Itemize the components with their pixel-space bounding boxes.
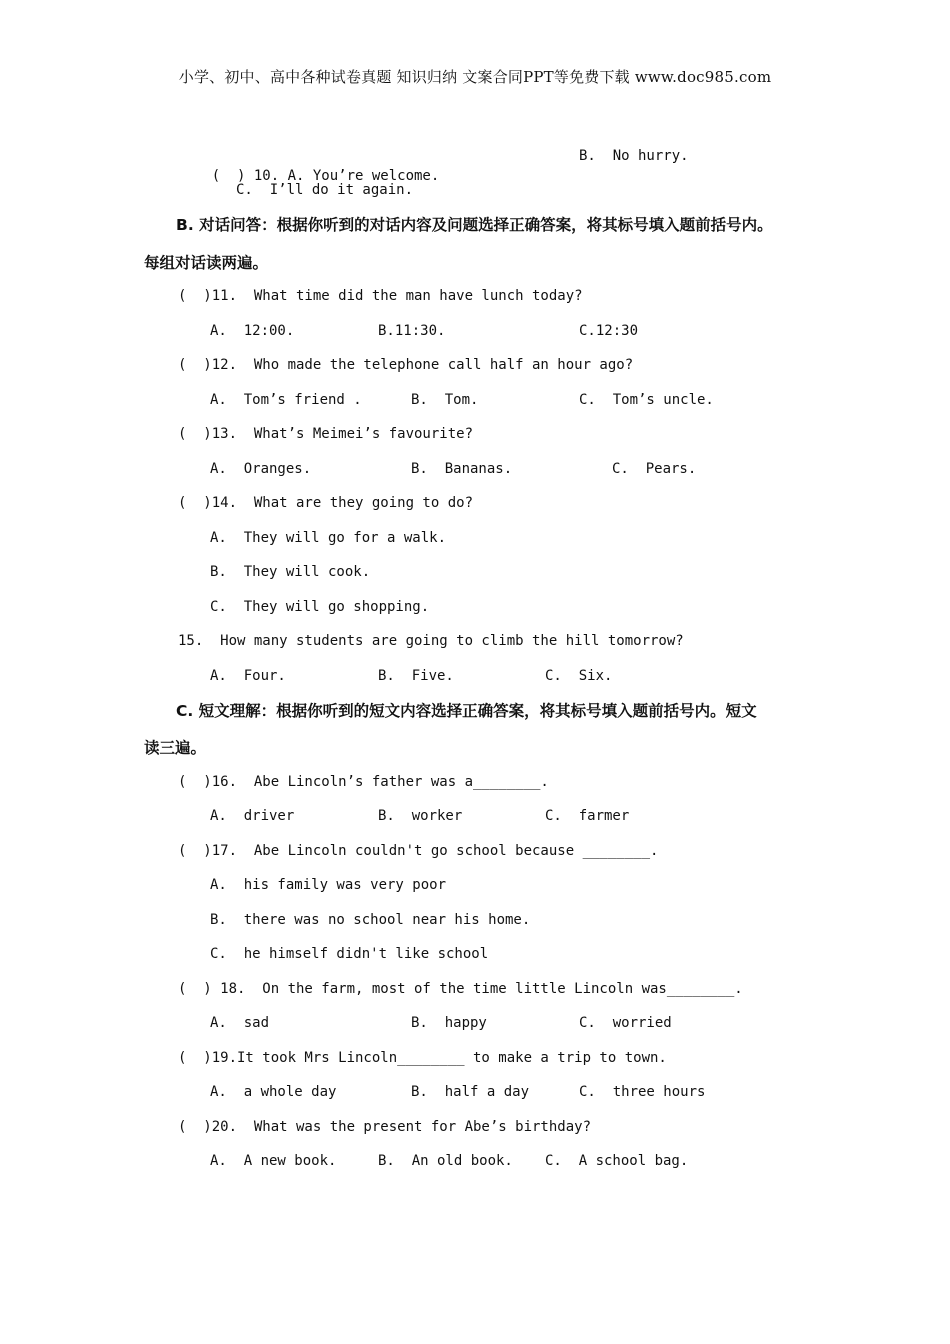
- question-16-option-b: B. worker: [378, 808, 463, 824]
- question-17-stem: ( )17. Abe Lincoln couldn't go school because ________.: [178, 843, 659, 859]
- question-13-option-a: A. Oranges.: [210, 461, 312, 477]
- question-17-option-b: B. there was no school near his home.: [210, 912, 531, 928]
- question-16-option-c: C. farmer: [545, 808, 630, 824]
- question-18-option-b: B. happy: [411, 1015, 487, 1031]
- question-11-option-a: A. 12:00.: [210, 323, 295, 339]
- section-c-instruction-cont: 读三遍。: [144, 739, 207, 757]
- section-c-instruction: C. 短文理解：根据你听到的短文内容选择正确答案，将其标号填入题前括号内。短文: [176, 702, 757, 720]
- question-10-stem: ( ) 10. A. You’re welcome.: [211, 168, 440, 184]
- question-10-option-b: B. No hurry.: [579, 148, 689, 164]
- question-20-option-b: B. An old book.: [378, 1153, 513, 1169]
- question-18-stem: ( ) 18. On the farm, most of the time little Lincoln was________.: [178, 981, 743, 997]
- question-11-option-c: C.12:30: [579, 323, 639, 339]
- question-18-option-a: A. sad: [210, 1015, 270, 1031]
- question-16-option-a: A. driver: [210, 808, 295, 824]
- question-12-stem: ( )12. Who made the telephone call half an hour ago?: [178, 357, 634, 373]
- question-15-stem: 15. How many students are going to climb the hill tomorrow?: [178, 633, 684, 649]
- question-19-option-c: C. three hours: [579, 1084, 706, 1100]
- question-13-stem: ( )13. What’s Meimei’s favourite?: [178, 426, 474, 442]
- question-12-option-b: B. Tom.: [411, 392, 479, 408]
- question-10-option-c: C. I’ll do it again.: [236, 182, 414, 198]
- question-18-option-c: C. worried: [579, 1015, 672, 1031]
- question-13-option-c: C. Pears.: [612, 461, 697, 477]
- page-header: 小学、初中、高中各种试卷真题 知识归纳 文案合同PPT等免费下载 www.doc985.com: [178, 68, 772, 86]
- question-15-option-b: B. Five.: [378, 668, 454, 684]
- question-19-stem: ( )19.It took Mrs Lincoln________ to make a trip to town.: [178, 1050, 667, 1066]
- section-b-instruction: B. 对话问答：根据你听到的对话内容及问题选择正确答案，将其标号填入题前括号内。: [176, 216, 773, 234]
- question-14-option-c: C. They will go shopping.: [210, 599, 430, 615]
- question-14-option-a: A. They will go for a walk.: [210, 530, 447, 546]
- question-20-stem: ( )20. What was the present for Abe’s birthday?: [178, 1119, 592, 1135]
- question-17-option-c: C. he himself didn't like school: [210, 946, 489, 962]
- question-15-option-a: A. Four.: [210, 668, 286, 684]
- question-20-option-a: A. A new book.: [210, 1153, 337, 1169]
- question-17-option-a: A. his family was very poor: [210, 877, 447, 893]
- question-12-option-a: A. Tom’s friend .: [210, 392, 362, 408]
- question-16-stem: ( )16. Abe Lincoln’s father was a________.: [178, 774, 549, 790]
- question-13-option-b: B. Bananas.: [411, 461, 513, 477]
- question-14-stem: ( )14. What are they going to do?: [178, 495, 474, 511]
- question-12-option-c: C. Tom’s uncle.: [579, 392, 714, 408]
- question-20-option-c: C. A school bag.: [545, 1153, 689, 1169]
- question-15-option-c: C. Six.: [545, 668, 613, 684]
- question-14-option-b: B. They will cook.: [210, 564, 371, 580]
- question-19-option-a: A. a whole day: [210, 1084, 337, 1100]
- section-b-instruction-cont: 每组对话读两遍。: [144, 254, 269, 272]
- question-19-option-b: B. half a day: [411, 1084, 530, 1100]
- question-11-stem: ( )11. What time did the man have lunch today?: [178, 288, 583, 304]
- question-11-option-b: B.11:30.: [378, 323, 446, 339]
